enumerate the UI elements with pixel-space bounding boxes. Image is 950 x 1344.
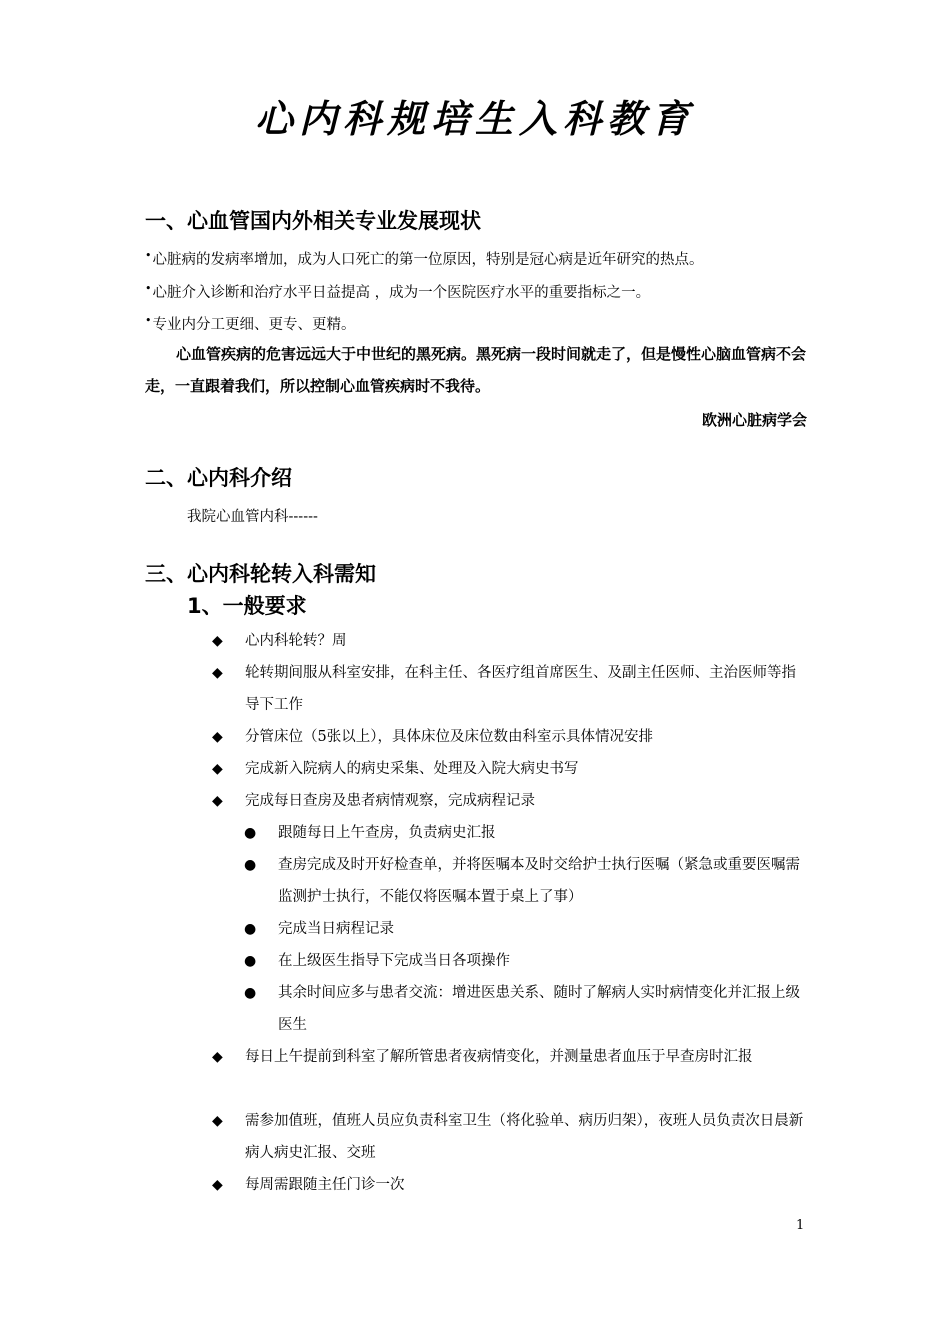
item-text: 轮转期间服从科室安排，在科主任、各医疗组首席医生、及副主任医师、主治医师等指导下工作 [245, 665, 796, 713]
requirement-subitem [244, 849, 807, 913]
document-title: 心内科规培生入科教育 [254, 96, 695, 141]
subitem-text: 跟随每日上午查房，负责病史汇报 [278, 825, 496, 841]
section-3-subheading: 1、一般要求 [187, 594, 307, 618]
dot-bullet-icon: • [145, 249, 152, 262]
diamond-bullet-icon: ◆ [212, 761, 223, 777]
circle-bullet-icon: ● [244, 857, 257, 873]
item-text: 每周需跟随主任门诊一次 [245, 1177, 405, 1193]
item-text: 完成新入院病人的病史采集、处理及入院大病史书写 [245, 761, 579, 777]
subitem-text: 其余时间应多与患者交流：增进医患关系、随时了解病人实时病情变化并汇报上级医生 [278, 985, 800, 1033]
quote-text: 心血管疾病的危害远远大于中世纪的黑死病。黑死病一段时间就走了，但是慢性心脑血管病不会走，一直跟着我们，所以控制心血管疾病时不我待。 [145, 345, 807, 395]
subitem-text: 完成当日病程记录 [278, 921, 394, 937]
page-number: 1 [796, 1218, 805, 1233]
quote-source: 欧洲心脏病学会 [701, 411, 807, 429]
item-text: 心内科轮转？周 [245, 633, 347, 649]
diamond-bullet-icon: ◆ [212, 665, 223, 681]
point-text: 心脏病的发病率增加，成为人口死亡的第一位原因，特别是冠心病是近年研究的热点。 [152, 252, 704, 268]
requirement-item [212, 1105, 807, 1169]
requirement-subitem [244, 817, 807, 849]
dot-bullet-icon: • [145, 282, 152, 295]
subitem-text: 在上级医生指导下完成当日各项操作 [278, 953, 510, 969]
item-text: 每日上午提前到科室了解所管患者夜病情变化，并测量患者血压于早查房时汇报 [245, 1049, 753, 1065]
requirement-item [212, 657, 807, 721]
subitem-text: 查房完成及时开好检查单，并将医嘱本及时交给护士执行医嘱（紧急或重要医嘱需监测护士执行，不能仅将医嘱本置于桌上了事） [278, 857, 800, 905]
diamond-bullet-icon: ◆ [212, 633, 223, 649]
requirement-subitem [244, 913, 807, 945]
requirement-item [212, 1169, 807, 1201]
circle-bullet-icon: ● [244, 921, 257, 937]
circle-bullet-icon: ● [244, 985, 257, 1001]
circle-bullet-icon: ● [244, 825, 257, 841]
diamond-bullet-icon: ◆ [212, 1049, 223, 1065]
point-text: 专业内分工更细、更专、更精。 [152, 317, 356, 333]
item-text: 分管床位（5张以上），具体床位及床位数由科室示具体情况安排 [245, 729, 653, 745]
section-1-point [145, 248, 704, 269]
requirement-item [212, 625, 807, 657]
section-2-text: 我院心血管内科------ [187, 509, 318, 525]
section-1-point [145, 281, 650, 302]
point-text: 心脏介入诊断和治疗水平日益提高 ，成为一个医院医疗水平的重要指标之一。 [152, 285, 651, 301]
section-3-heading: 三、心内科轮转入科需知 [145, 562, 376, 586]
item-text: 需参加值班，值班人员应负责科室卫生（将化验单、病历归架），夜班人员负责次日晨新病人病史汇报、交班 [245, 1113, 804, 1161]
section-2-heading: 二、心内科介绍 [145, 466, 292, 490]
diamond-bullet-icon: ◆ [212, 793, 223, 809]
diamond-bullet-icon: ◆ [212, 1177, 223, 1193]
diamond-bullet-icon: ◆ [212, 1113, 223, 1129]
diamond-bullet-icon: ◆ [212, 729, 223, 745]
requirement-subitem [244, 977, 807, 1041]
item-text: 完成每日查房及患者病情观察，完成病程记录 [245, 793, 535, 809]
dot-bullet-icon: • [145, 314, 152, 327]
circle-bullet-icon: ● [244, 953, 257, 969]
section-1-point [145, 313, 356, 334]
requirement-item [212, 785, 807, 817]
requirement-subitem [244, 945, 807, 977]
section-1-heading: 一、心血管国内外相关专业发展现状 [145, 209, 481, 233]
requirement-item [212, 1041, 807, 1073]
requirement-item [212, 721, 807, 753]
requirement-item [212, 753, 807, 785]
